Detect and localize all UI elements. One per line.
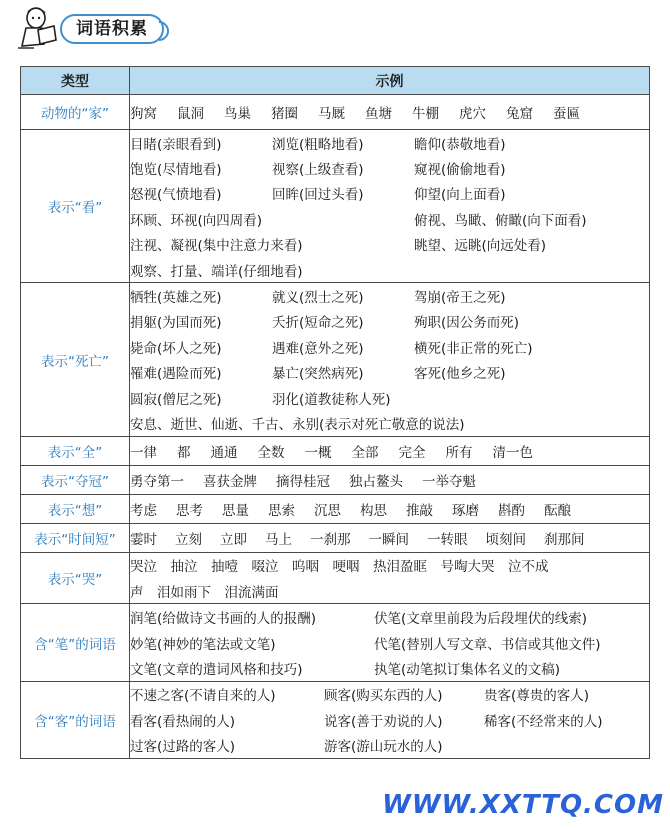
entry: 声 泪如雨下 泪流满面 [130, 584, 279, 601]
vocabulary-table [20, 66, 650, 759]
entry-line [130, 232, 649, 257]
entry: 窥视(偷偷地看) [414, 162, 506, 179]
word-list [130, 99, 649, 125]
entry-line [130, 360, 649, 385]
row-category: 表示“想” [21, 494, 130, 523]
word-list [130, 438, 649, 464]
word: 兔窟 [506, 106, 533, 122]
section-title: 词语积累 [60, 14, 164, 44]
entry-line [130, 604, 649, 629]
word: 推敲 [406, 502, 433, 519]
word-list [130, 467, 649, 493]
word: 一概 [304, 444, 332, 461]
table-row [21, 604, 650, 681]
entry: 罹难(遇险而死) [130, 366, 222, 383]
entry: 驾崩(帝王之死) [414, 290, 506, 307]
table-row [21, 523, 650, 552]
entry: 文笔(文章的遣词风格和技巧) [130, 661, 303, 678]
row-examples [130, 465, 650, 494]
entry: 游客(游山玩水的人) [324, 739, 443, 756]
word: 酝酿 [544, 502, 571, 519]
entry-line [130, 553, 649, 578]
entry: 俯视、鸟瞰、俯瞰(向下面看) [414, 212, 587, 229]
word: 全数 [257, 444, 285, 461]
entry: 殉职(因公务而死) [414, 315, 520, 332]
entry-line [130, 655, 649, 680]
entry: 说客(善于劝说的人) [324, 713, 443, 730]
entry: 客死(他乡之死) [414, 366, 506, 383]
table-header-row [21, 67, 650, 95]
word: 一刹那 [310, 531, 351, 548]
entry: 注视、凝视(集中注意力来看) [130, 238, 303, 255]
row-category: 含“客”的词语 [21, 681, 130, 758]
word: 鼠洞 [177, 106, 204, 122]
entry-line [130, 206, 649, 231]
word: 通通 [210, 444, 238, 461]
word: 考虑 [130, 502, 157, 519]
word: 马上 [265, 531, 292, 548]
entry: 就义(烈士之死) [272, 290, 364, 307]
row-examples [130, 130, 650, 283]
table-row [21, 283, 650, 436]
entry: 环顾、环视(向四周看) [130, 212, 263, 229]
entry: 羽化(道教徒称人死) [272, 391, 391, 408]
row-examples [130, 681, 650, 758]
entry: 代笔(替别人写文章、书信或其他文件) [374, 636, 601, 653]
word: 猪圈 [271, 106, 298, 122]
word: 马厩 [318, 106, 345, 122]
row-category: 表示“哭” [21, 552, 130, 604]
entry-line [130, 309, 649, 334]
table-row [21, 95, 650, 130]
table-row [21, 681, 650, 758]
word: 霎时 [130, 531, 157, 548]
word: 一转眼 [427, 531, 468, 548]
entry-line [130, 130, 649, 155]
word: 摘得桂冠 [276, 473, 330, 490]
word: 勇夺第一 [130, 473, 184, 490]
entry: 顾客(购买东西的人) [324, 688, 443, 705]
entry-line [130, 385, 649, 410]
word: 思索 [268, 502, 295, 519]
word: 牛棚 [412, 106, 439, 122]
entry-line [130, 181, 649, 206]
row-category: 含“笔”的词语 [21, 604, 130, 681]
word: 鱼塘 [365, 106, 392, 122]
word: 沉思 [314, 502, 341, 519]
entry: 夭折(短命之死) [272, 315, 364, 332]
entry-line [130, 732, 649, 757]
table-row [21, 552, 650, 604]
entry: 怒视(气愤地看) [130, 187, 222, 204]
word: 清一色 [492, 444, 533, 461]
entry: 瞻仰(恭敬地看) [414, 136, 506, 153]
word: 蚕匾 [553, 106, 580, 122]
entry: 过客(过路的客人) [130, 739, 236, 756]
word: 立即 [220, 531, 247, 548]
entry: 伏笔(文章里前段为后段埋伏的线索) [374, 611, 588, 628]
header-category: 类型 [21, 67, 130, 95]
word: 一举夺魁 [422, 473, 476, 490]
word: 斟酌 [498, 502, 525, 519]
entry: 暴亡(突然病死) [272, 366, 364, 383]
word: 一瞬间 [368, 531, 409, 548]
word: 全部 [351, 444, 379, 461]
table-row [21, 130, 650, 283]
entry-line [130, 630, 649, 655]
word: 虎穴 [459, 106, 486, 122]
entry-line [130, 334, 649, 359]
entry: 眺望、远眺(向远处看) [414, 238, 547, 255]
entry-line [130, 410, 649, 435]
entry: 圆寂(僧尼之死) [130, 391, 222, 408]
row-category: 表示“死亡” [21, 283, 130, 436]
entry: 目睹(亲眼看到) [130, 136, 222, 153]
word-list [130, 525, 649, 551]
row-examples [130, 95, 650, 130]
student-reading-icon [14, 4, 60, 50]
row-category: 表示“看” [21, 130, 130, 283]
word: 完全 [398, 444, 426, 461]
word: 立刻 [175, 531, 202, 548]
row-category: 动物的“家” [21, 95, 130, 130]
row-examples [130, 552, 650, 604]
entry: 观察、打量、端详(仔细地看) [130, 263, 303, 280]
entry: 捐躯(为国而死) [130, 315, 222, 332]
entry: 贵客(尊贵的客人) [484, 688, 590, 705]
row-category: 表示“夺冠” [21, 465, 130, 494]
word: 喜获金牌 [203, 473, 257, 490]
entry: 遇难(意外之死) [272, 340, 364, 357]
entry: 浏览(粗略地看) [272, 136, 364, 153]
word: 琢磨 [452, 502, 479, 519]
entry-line [130, 682, 649, 707]
entry: 看客(看热闹的人) [130, 713, 236, 730]
table-row [21, 465, 650, 494]
entry: 横死(非正常的死亡) [414, 340, 533, 357]
watermark: WWW.XXTTQ.COM [382, 790, 664, 820]
entry: 仰望(向上面看) [414, 187, 506, 204]
entry: 饱览(尽情地看) [130, 162, 222, 179]
entry: 哭泣 抽泣 抽噎 啜泣 呜咽 哽咽 热泪盈眶 号啕大哭 泣不成 [130, 559, 549, 576]
entry-line [130, 707, 649, 732]
entry: 视察(上级查看) [272, 162, 364, 179]
row-examples [130, 523, 650, 552]
entry: 安息、逝世、仙逝、千古、永别(表示对死亡敬意的说法) [130, 416, 465, 433]
entry-line [130, 257, 649, 282]
word: 都 [177, 444, 191, 461]
entry-line [130, 283, 649, 308]
entry: 毙命(坏人之死) [130, 340, 222, 357]
entry-line [130, 155, 649, 180]
entry: 妙笔(神妙的笔法或文笔) [130, 636, 276, 653]
row-examples [130, 604, 650, 681]
word: 一律 [130, 444, 157, 461]
word: 思考 [176, 502, 203, 519]
table-row [21, 494, 650, 523]
entry-line [130, 578, 649, 603]
word: 所有 [445, 444, 473, 461]
entry: 牺牲(英雄之死) [130, 290, 222, 307]
entry: 执笔(动笔拟订集体名义的文稿) [374, 661, 561, 678]
word: 狗窝 [130, 106, 157, 122]
entry: 稀客(不经常来的人) [484, 713, 603, 730]
entry: 回眸(回过头看) [272, 187, 364, 204]
header-examples: 示例 [130, 67, 650, 95]
word: 思量 [222, 502, 249, 519]
row-category: 表示“时间短” [21, 523, 130, 552]
word: 顷刻间 [485, 531, 526, 548]
word: 鸟巢 [224, 106, 251, 122]
word: 独占鳌头 [349, 473, 403, 490]
row-examples [130, 494, 650, 523]
row-examples [130, 283, 650, 436]
word: 刹那间 [544, 531, 585, 548]
word-list [130, 496, 649, 522]
section-header [0, 0, 670, 60]
entry: 润笔(给做诗文书画的人的报酬) [130, 611, 317, 628]
word: 构思 [360, 502, 387, 519]
table-row [21, 436, 650, 465]
entry: 不速之客(不请自来的人) [130, 688, 276, 705]
row-category: 表示“全” [21, 436, 130, 465]
row-examples [130, 436, 650, 465]
